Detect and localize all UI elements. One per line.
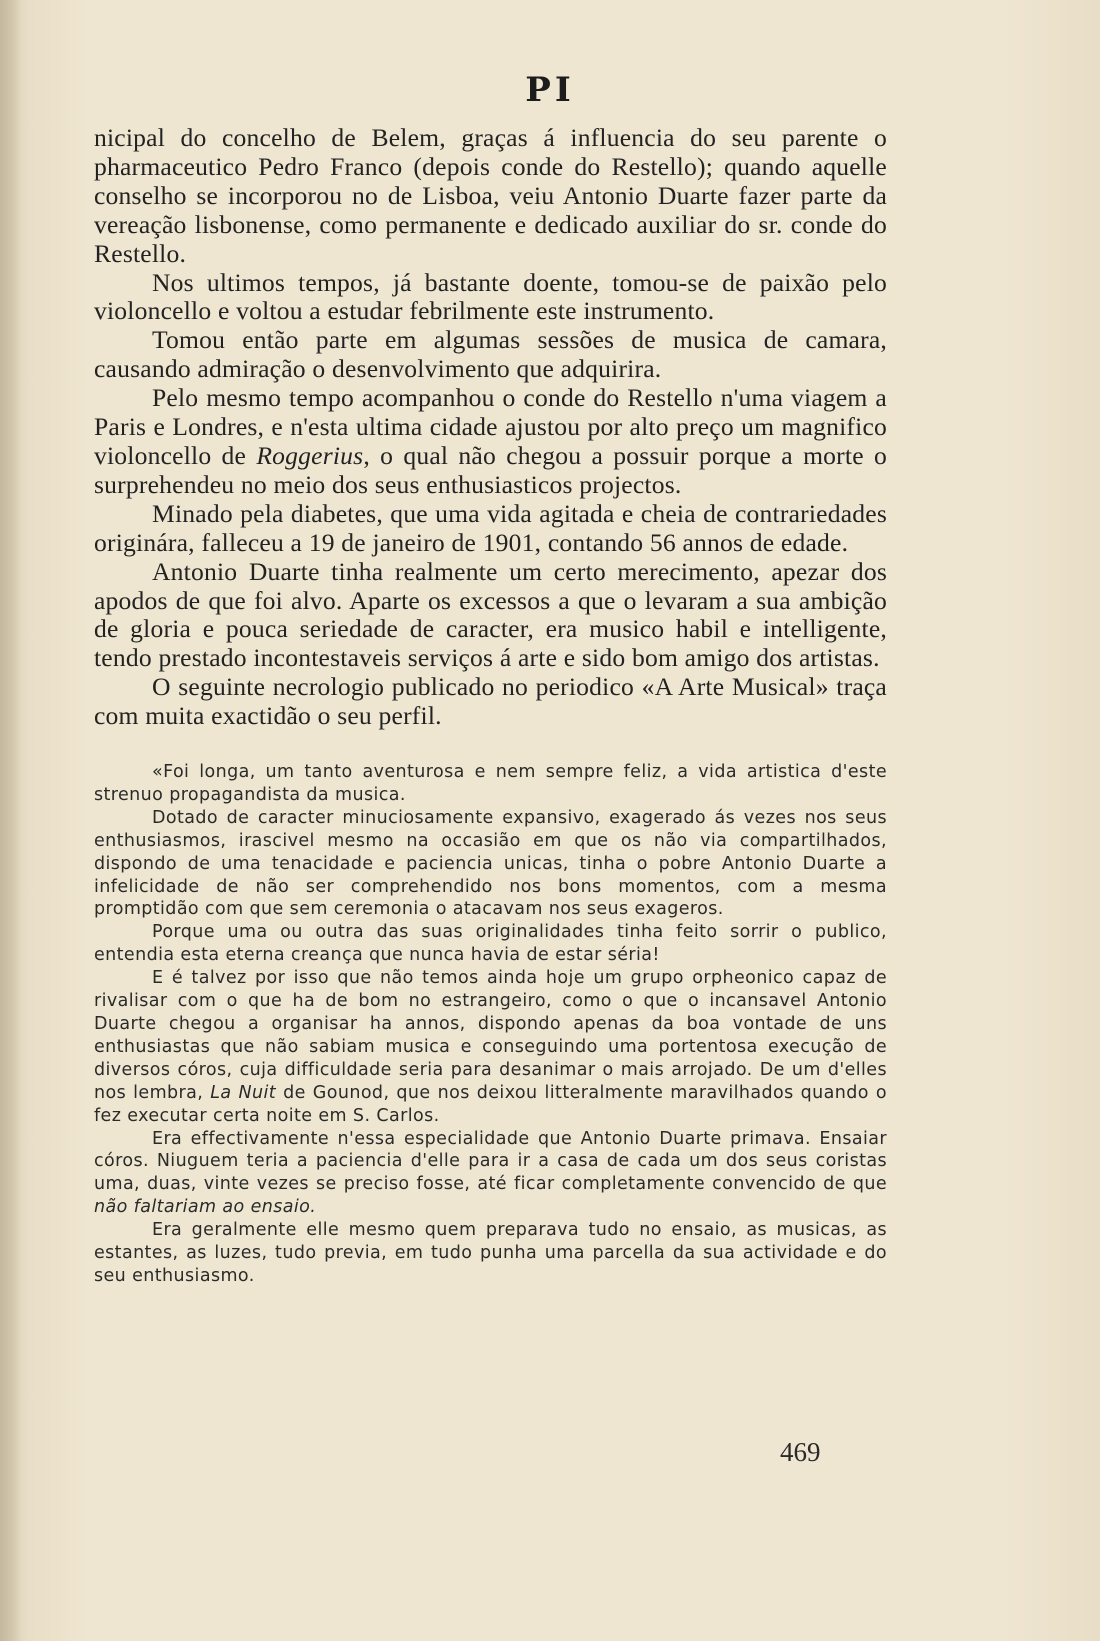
paragraph: Minado pela diabetes, que uma vida agitada e cheia de contrariedades originára, falleceu a 19 de janeiro de 1901, contando 56 annos de edade. <box>94 498 887 557</box>
page-number: 469 <box>780 1437 821 1467</box>
quote-paragraph: Dotado de caracter minuciosamente expansivo, exagerado ás vezes nos seus enthusiasmos, irascivel mesmo na occasião em que os não via compartilhados, dispondo de uma tenacidade e paciencia unicas, tinha o pobre Antonio Duarte a infelicidade de não ser comprehendido nos bons momentos, com a mesma promptidão com que sem ceremonia o atacavam nos seus exageros. <box>94 807 887 920</box>
paragraph: Antonio Duarte tinha realmente um certo merecimento, apezar dos apodos de que foi alvo. Aparte os excessos a que o levaram a sua ambição de gloria e pouca seriedade de caracter, era musico habil e intelligente, tendo prestado incontestaveis serviços á arte e sido bom amigo dos artistas. <box>94 556 887 673</box>
running-header: PI <box>525 70 575 110</box>
text-run: Era effectivamente n'essa especialidade que Antonio Duarte primava. Ensaiar córos. Niuguem teria a paciencia d'elle para ir a casa de cada um dos seus coristas uma, duas, vinte vezes se preciso fosse, até ficar completamente convencido de que <box>94 1128 887 1195</box>
text-run: Pelo mesmo tempo acompanhou o conde do Restello n'uma viagem a Paris e Londres, e n'esta ultima cidade ajustou por alto preço um magnifico violoncello de <box>94 383 887 470</box>
italic-term: Roggerius <box>256 440 364 470</box>
main-text <box>94 124 887 731</box>
text-run: , o qual não chegou a possuir porque a morte o surprehendeu no meio dos seus enthusiasticos projectos. <box>94 440 887 499</box>
italic-term: La Nuit <box>210 1082 277 1103</box>
quote-paragraph: Era geralmente elle mesmo quem preparava tudo no ensaio, as musicas, as estantes, as luzes, tudo previa, em tudo punha uma parcella da sua actividade e do seu enthusiasmo. <box>94 1220 887 1286</box>
quote-paragraph: «Foi longa, um tanto aventurosa e nem sempre feliz, a vida artistica d'este strenuo propagandista da musica. <box>94 762 887 805</box>
paragraph: Tomou então parte em algumas sessões de musica de camara, causando admiração o desenvolvimento que adquirira. <box>94 325 887 384</box>
text-run: E é talvez por isso que não temos ainda hoje um grupo orpheonico capaz de rivalisar com o que ha de bom no estrangeiro, como o que o incansavel Antonio Duarte chegou a organisar ha annos, dispondo apenas da boa vontade de uns enthusiastas que não sabiam musica e conseguindo uma portentosa execução de diversos córos, cuja difficuldade seria para desanimar o mais arrojado. De um d'elles nos lembra, <box>94 968 887 1103</box>
paragraph: O seguinte necrologio publicado no periodico «A Arte Musical» traça com muita exactidão o seu perfil. <box>94 672 887 731</box>
quoted-obituary <box>94 761 887 1288</box>
binding-shadow <box>0 0 22 1641</box>
quote-paragraph <box>94 1128 887 1220</box>
quote-paragraph <box>94 967 887 1127</box>
paragraph: nicipal do concelho de Belem, graças á influencia do seu parente o pharmaceutico Pedro Franco (depois conde do Restello); quando aquelle conselho se incorporou no de Lisboa, veiu Antonio Duarte fazer parte da vereação lisbonense, como permanente e dedicado auxiliar do sr. conde do Restello. <box>94 123 887 268</box>
paragraph: Nos ultimos tempos, já bastante doente, tomou-se de paixão pelo violoncello e voltou a estudar febrilmente este instrumento. <box>94 267 887 326</box>
text-run: de Gounod, que nos deixou litteralmente maravilhados quando o fez executar certa noite em S. Carlos. <box>94 1082 887 1126</box>
italic-term: não faltariam ao ensaio. <box>94 1197 317 1218</box>
body-text <box>94 124 887 1288</box>
quote-paragraph: Porque uma ou outra das suas originalidades tinha feito sorrir o publico, entendia esta eterna creança que nunca havia de estar séria! <box>94 922 887 966</box>
paragraph <box>94 384 887 500</box>
